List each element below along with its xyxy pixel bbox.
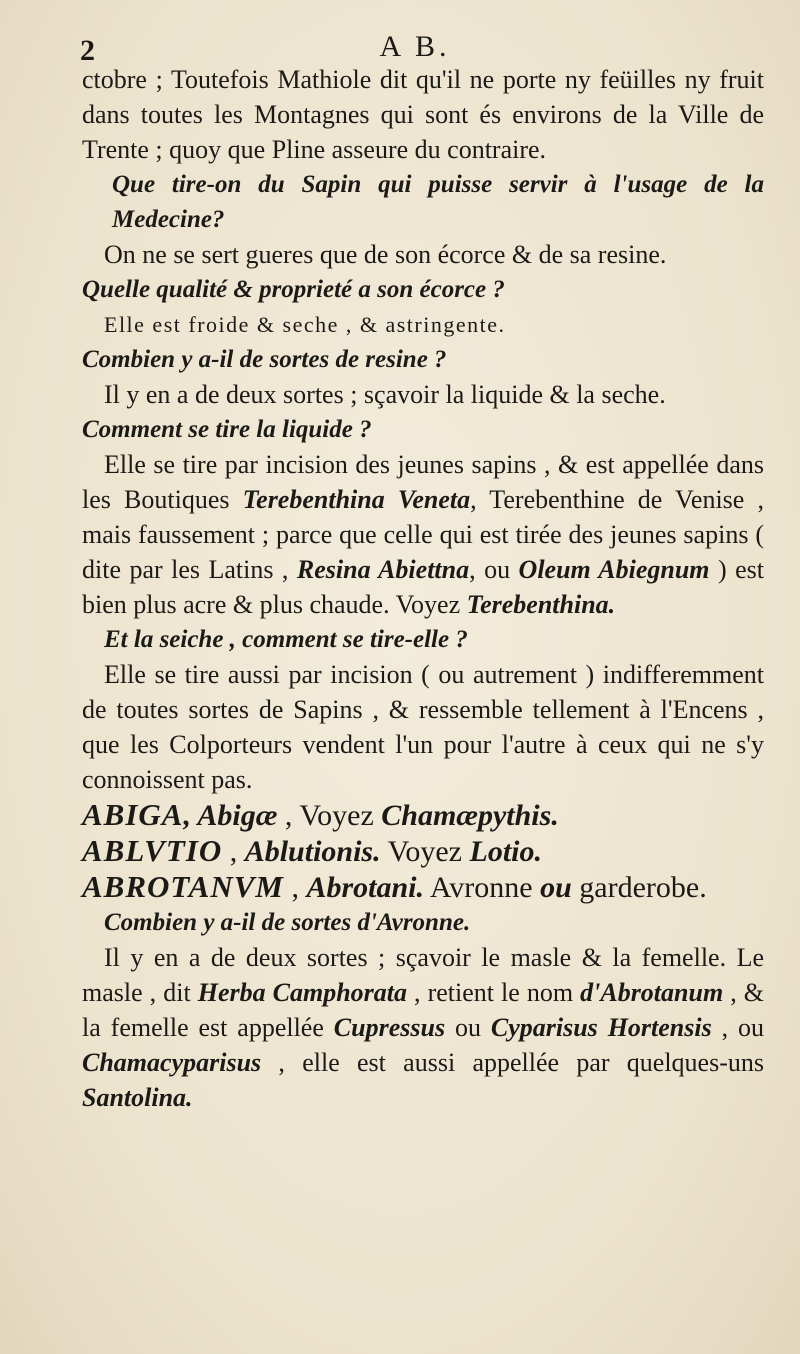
latin-term: Cupressus	[333, 1013, 446, 1042]
entry-genitive: Abrotani.	[306, 871, 424, 904]
text-run: Voyez	[380, 835, 470, 868]
cross-reference: Terebenthina.	[466, 590, 616, 619]
latin-term: Chamacyparisus	[82, 1048, 262, 1077]
text-run: , & la femelle est appellée	[82, 978, 764, 1042]
paragraph: ctobre ; Toutefois Mathiole dit qu'il ne porte ny feüilles ny fruit dans toutes les Montagnes qui sont és environs de la Ville de Trente ; quoy que Pline asseure du contraire.	[82, 65, 764, 164]
latin-term: Herba Camphorata	[197, 978, 408, 1007]
text-run: Elle se tire par incision des jeunes sapins , & est appellée dans les Boutiques	[82, 450, 764, 514]
text-run-italic: ou	[540, 871, 572, 904]
text-run: , retient le nom	[407, 978, 581, 1007]
running-head: A B.	[379, 30, 451, 63]
latin-term: Cyparisus Hortensis	[490, 1013, 712, 1042]
text-run: , Terebenthine de Venise , mais faussement ; parce que celle qui est tirée des jeunes sapins ( dite par les Latins ,	[82, 485, 764, 584]
text-run: Avronne	[424, 871, 541, 904]
cross-reference: Chamæpythis.	[381, 799, 559, 832]
text-run: ,	[222, 835, 245, 868]
dictionary-entry	[82, 797, 764, 833]
page-body	[82, 62, 764, 1115]
paragraph: Il y en a de deux sortes ; sçavoir la liquide & la seche.	[104, 380, 666, 409]
entry-headword: ABIGA	[82, 797, 184, 832]
question-heading: Combien y a-il de sortes d'Avronne.	[104, 909, 471, 936]
latin-term: Oleum Abiegnum	[518, 555, 710, 584]
dictionary-entry	[82, 833, 764, 869]
latin-term: d'Abrotanum	[580, 978, 724, 1007]
question-heading: Que tire-on du Sapin qui puisse servir à l'usage de la Medecine?	[112, 171, 764, 233]
entry-genitive: , Abigæ	[183, 799, 278, 832]
text-run: garderobe.	[571, 871, 707, 904]
text-run: ou	[445, 1013, 491, 1042]
paragraph: Elle se tire aussi par incision ( ou autrement ) indifferemment de toutes sortes de Sapins , & ressemble tellement à l'Encens , que les Colporteurs vendent l'un pour l'autre à ceux qui ne s'y connoissent pas.	[82, 660, 764, 794]
text-run: , elle est aussi appellée par quelques-uns	[261, 1048, 764, 1077]
text-run: ) est bien plus acre & plus chaude. Voyez	[82, 555, 765, 619]
question-heading: Et la seiche , comment se tire-elle ?	[104, 626, 468, 653]
entry-headword: ABLVTIO	[82, 833, 223, 868]
text-run: , ou	[711, 1013, 765, 1042]
text-run: ,	[283, 871, 307, 904]
question-heading: Combien y a-il de sortes de resine ?	[82, 346, 447, 373]
latin-term: Resina Abiettna	[296, 555, 470, 584]
latin-term: Santolina.	[82, 1083, 193, 1112]
text-run: , ou	[469, 555, 519, 584]
entry-headword: ABROTANVM	[82, 869, 284, 904]
latin-term: Terebenthina Veneta	[242, 485, 471, 514]
paragraph	[82, 940, 764, 1115]
paragraph: Elle est froide & seche , & astringente.	[104, 312, 506, 337]
cross-reference: Lotio.	[469, 835, 542, 868]
paragraph: On ne se sert gueres que de son écorce & de sa resine.	[104, 240, 667, 269]
page-number: 2	[80, 34, 95, 67]
text-run: , Voyez	[277, 799, 382, 832]
text-run: Il y en a de deux sortes ; sçavoir le masle & la femelle. Le masle , dit	[82, 943, 764, 1007]
question-heading: Comment se tire la liquide ?	[82, 416, 372, 443]
question-heading: Quelle qualité & proprieté a son écorce ?	[82, 276, 505, 303]
paragraph	[82, 447, 764, 622]
dictionary-entry	[82, 869, 764, 905]
entry-genitive: Ablutionis.	[244, 835, 381, 868]
